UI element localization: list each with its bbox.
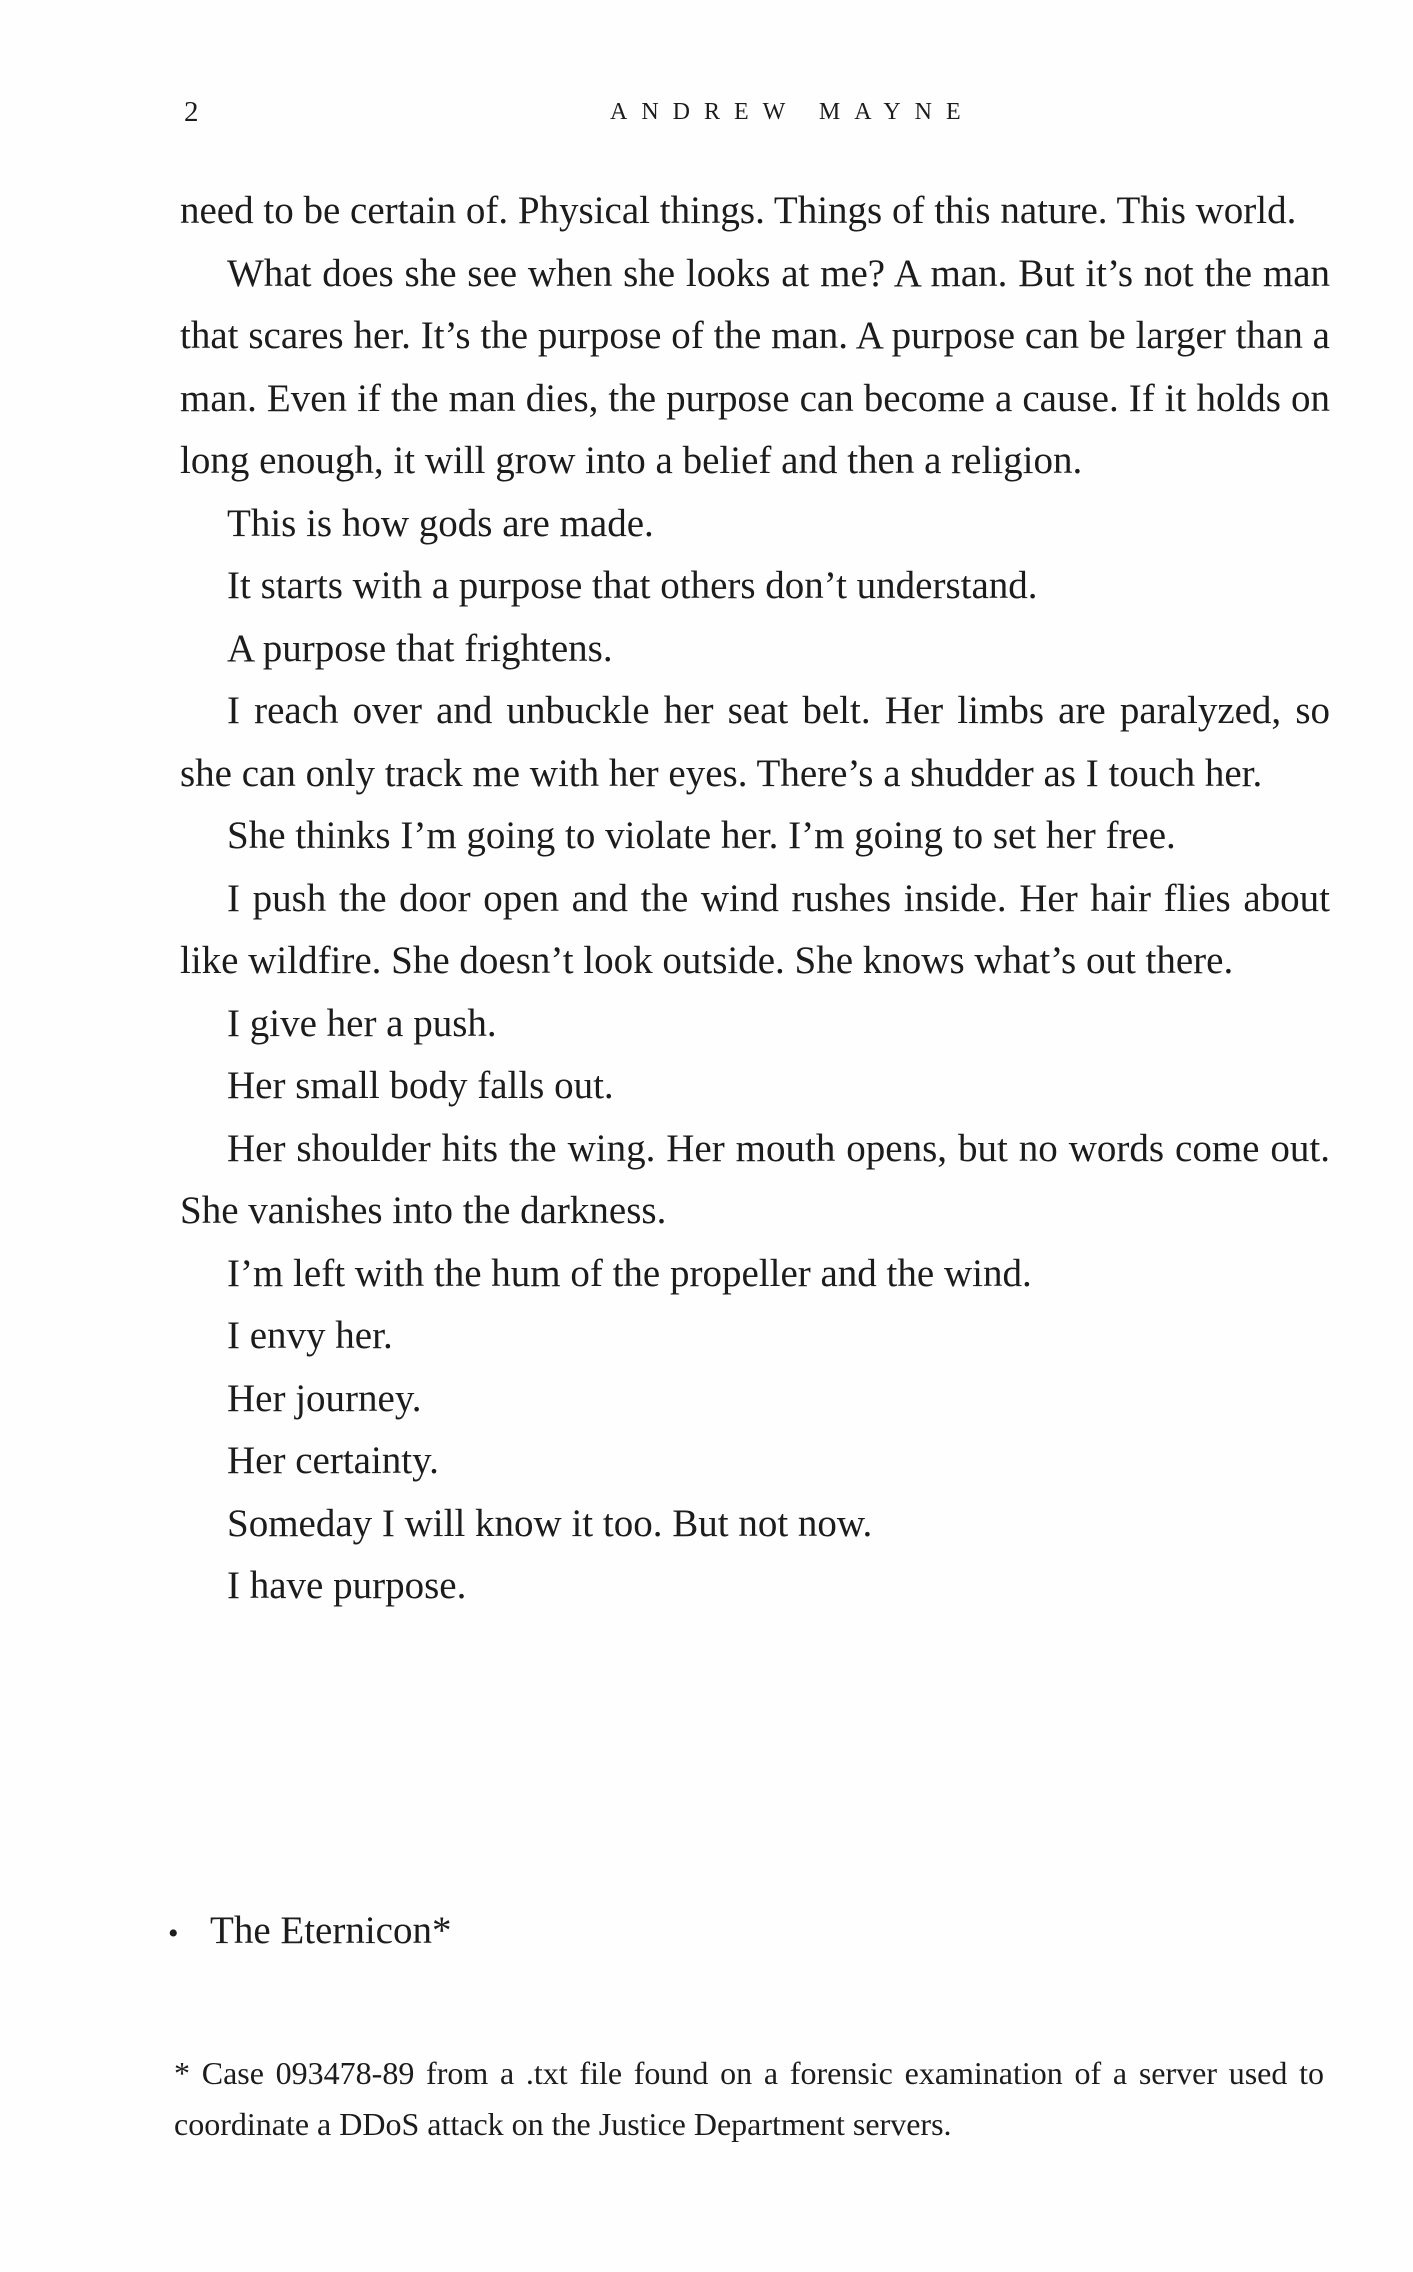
page-number: 2 [184,96,199,128]
paragraph: Her small body falls out. [227,1064,614,1107]
footnote-text: * Case 093478-89 from a .txt file found on a forensic examination of a server used to coordinate a DDoS attack on the Justice Department servers. [174,2055,1324,2142]
paragraph: I reach over and unbuckle her seat belt. Her limbs are paralyzed, so she can only track me with her eyes. There’s a shudder as I touch her. [180,689,1330,795]
paragraph: I push the door open and the wind rushes inside. Her hair flies about like wildfire. She doesn’t look outside. She knows what’s out there. [180,876,1330,982]
paragraph: What does she see when she looks at me? A man. But it’s not the man that scares her. It’s the purpose of the man. A purpose can be larger than a man. Even if the man dies, the purpose can become a cause. If it holds on long enough, it will grow into a belief and then a religion. [180,251,1330,482]
paragraph: She thinks I’m going to violate her. I’m going to set her free. [227,814,1176,857]
footnote [174,2048,1324,2150]
signoff [168,1900,451,1965]
running-head [180,92,1330,132]
paragraph: I give her a push. [227,1001,497,1045]
paragraph: This is how gods are made. [227,501,654,545]
bullet-mark: • [168,1917,179,1950]
paragraph: Someday I will know it too. But not now. [227,1501,873,1545]
paragraph: Her journey. [227,1376,422,1420]
paragraph: I have purpose. [227,1564,467,1607]
paragraph: A purpose that frightens. [227,626,613,670]
paragraph: I’m left with the hum of the propeller and the wind. [227,1251,1032,1295]
paragraph: It starts with a purpose that others don’t understand. [227,564,1038,607]
body-text [180,180,1330,1618]
author-name: ANDREW MAYNE [610,99,975,125]
signoff-text: The Eternicon* [210,1909,452,1952]
paragraph: I envy her. [227,1314,393,1357]
paragraph: Her certainty. [227,1439,439,1482]
paragraph: need to be certain of. Physical things. Things of this nature. This world. [180,189,1297,232]
paragraph: Her shoulder hits the wing. Her mouth opens, but no words come out. She vanishes into the darkness. [180,1126,1330,1232]
